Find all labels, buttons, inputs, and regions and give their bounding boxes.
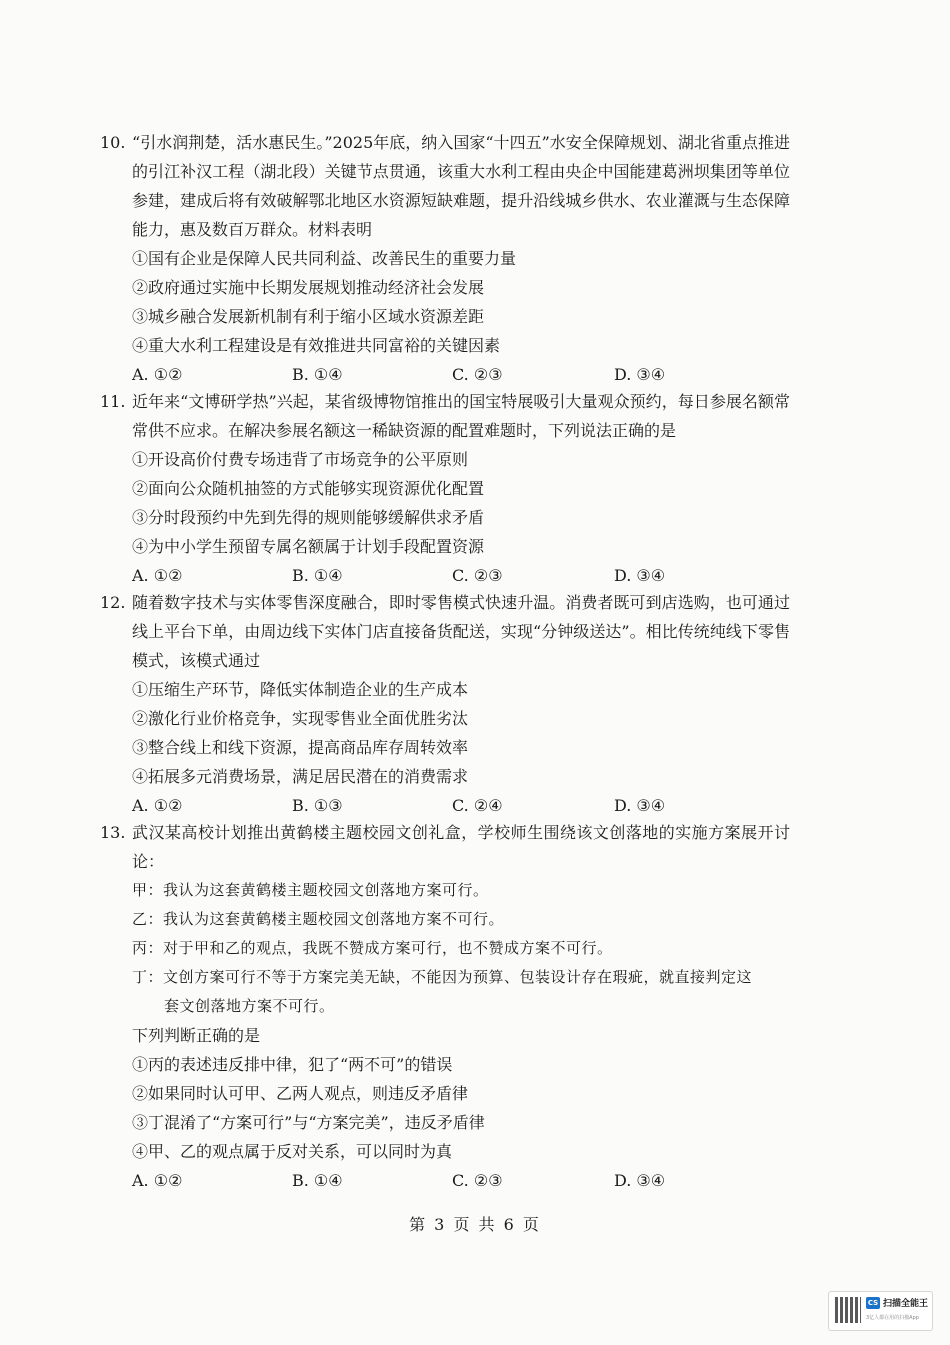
choice-a: A. ①② [132,796,183,815]
answer-choices [132,561,790,590]
statement-3: ③城乡融合发展新机制有利于缩小区域水资源差距 [132,307,485,326]
dialog-line-jia: 甲：我认为这套黄鹤楼主题校园文创落地方案可行。 [132,881,489,899]
choice-d: D. ③④ [614,796,666,815]
choice-a: A. ①② [132,1171,183,1190]
watermark-name: 扫描全能王 [883,1299,929,1309]
statement-1: ①国有企业是保障人民共同利益、改善民生的重要力量 [132,249,517,268]
statement-3: ③分时段预约中先到先得的规则能够缓解供求矛盾 [132,508,485,527]
statement-4: ④拓展多元消费场景，满足居民潜在的消费需求 [132,767,469,786]
choice-d: D. ③④ [614,566,666,585]
choice-b: B. ①④ [292,365,343,384]
question-12 [100,588,790,820]
question-number: 13. [100,823,126,842]
statement-2: ②如果同时认可甲、乙两人观点，则违反矛盾律 [132,1084,469,1103]
choice-b: B. ①④ [292,1171,343,1190]
question-10 [100,128,790,389]
choice-b: B. ①④ [292,566,343,585]
question-prompt: 下列判断正确的是 [132,1026,261,1045]
statement-2: ②面向公众随机抽签的方式能够实现资源优化配置 [132,479,485,498]
statement-1: ①压缩生产环节，降低实体制造企业的生产成本 [132,680,469,699]
choice-a: A. ①② [132,365,183,384]
scanner-watermark [828,1291,933,1331]
question-stem: 近年来“文博研学热”兴起，某省级博物馆推出的国宝特展吸引大量观众预约，每日参展名额常常供不应求。在解决参展名额这一稀缺资源的配置难题时，下列说法正确的是 [132,392,790,440]
question-number: 10. [100,133,126,152]
statement-1: ①丙的表述违反排中律，犯了“两不可”的错误 [132,1055,453,1074]
question-stem: 随着数字技术与实体零售深度融合，即时零售模式快速升温。消费者既可到店选购，也可通过线上平台下单，由周边线下实体门店直接备货配送，实现“分钟级送达”。相比传统纯线下零售模式，该模式通过 [132,593,790,670]
statement-2: ②激化行业价格竞争，实现零售业全面优胜劣汰 [132,709,469,728]
statement-4: ④甲、乙的观点属于反对关系，可以同时为真 [132,1142,453,1161]
choice-c: C. ②④ [452,796,503,815]
statement-3: ③整合线上和线下资源，提高商品库存周转效率 [132,738,469,757]
answer-choices [132,791,790,820]
dialog-line-ding: 丁：文创方案可行不等于方案完美无缺，不能因为预算、包装设计存在瑕疵，就直接判定这 [132,968,753,986]
choice-a: A. ①② [132,566,183,585]
choice-c: C. ②③ [452,566,503,585]
choice-d: D. ③④ [614,365,666,384]
statement-2: ②政府通过实施中长期发展规划推动经济社会发展 [132,278,485,297]
answer-choices [132,1166,790,1195]
question-13 [100,818,790,1195]
choice-d: D. ③④ [614,1171,666,1190]
statement-3: ③丁混淆了“方案可行”与“方案完美”，违反矛盾律 [132,1113,485,1132]
statement-1: ①开设高价付费专场违背了市场竞争的公平原则 [132,450,469,469]
answer-choices [132,360,790,389]
choice-b: B. ①③ [292,796,343,815]
choice-c: C. ②③ [452,1171,503,1190]
dialog-line-yi: 乙：我认为这套黄鹤楼主题校园文创落地方案不可行。 [132,910,505,928]
statement-4: ④重大水利工程建设是有效推进共同富裕的关键因素 [132,336,501,355]
question-stem: 武汉某高校计划推出黄鹤楼主题校园文创礼盒，学校师生围绕该文创落地的实施方案展开讨论： [132,823,790,871]
cs-logo-icon: CS [867,1299,879,1307]
statement-4: ④为中小学生预留专属名额属于计划手段配置资源 [132,537,485,556]
page-footer: 第 3 页 共 6 页 [409,1215,541,1234]
question-stem: “引水润荆楚，活水惠民生。”2025年底，纳入国家“十四五”水安全保障规划、湖北省重点推进的引江补汉工程（湖北段）关键节点贯通，该重大水利工程由央企中国能建葛洲坝集团等单位参建，建成后将有效破解鄂北地区水资源短缺难题，提升沿线城乡供水、农业灌溉与生态保障能力，惠及数百万群众。材料表明 [132,133,790,239]
watermark-tagline: 3亿人都在用的扫描App [866,1315,919,1321]
question-number: 12. [100,593,126,612]
dialog-line-bing: 丙：对于甲和乙的观点，我既不赞成方案可行，也不赞成方案不可行。 [132,939,613,957]
dialog-line-ding-continued: 套文创落地方案不可行。 [164,997,335,1015]
question-11 [100,387,790,590]
choice-c: C. ②③ [452,365,503,384]
dialog-block [132,876,790,1021]
qr-code-icon [835,1297,861,1323]
question-number: 11. [100,392,126,411]
